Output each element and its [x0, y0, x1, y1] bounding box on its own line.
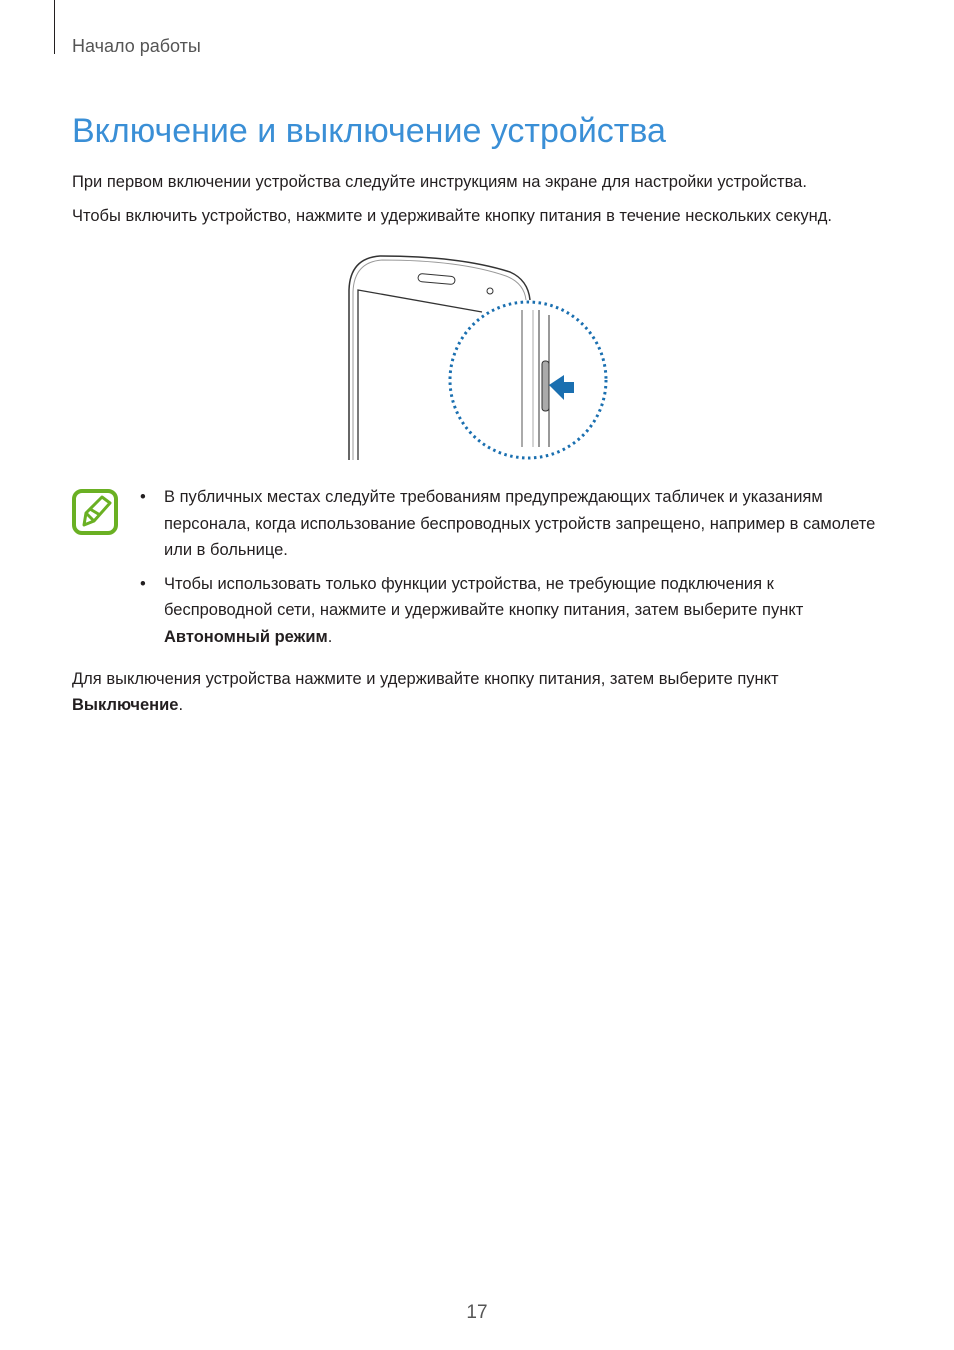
note-list	[140, 484, 880, 657]
page-title: Включение и выключение устройства	[72, 112, 666, 150]
power-off-paragraph	[72, 666, 832, 718]
note-text: В публичных местах следуйте требованиям предупреждающих табличек и указаниям персонала, когда использование беспроводных устройств запрещено, например в самолете или в больнице.	[164, 488, 876, 559]
section-header: Начало работы	[72, 36, 201, 56]
intro-paragraph: Чтобы включить устройство, нажмите и удерживайте кнопку питания в течение нескольких секунд.	[72, 207, 832, 225]
phone-power-button-illustration	[340, 250, 620, 465]
power-off-term: Выключение	[72, 696, 179, 714]
note-item: • В публичных местах следуйте требованиям предупреждающих табличек и указаниям персонала, когда использование беспроводных устройств запрещено, например в самолете или в больнице.	[140, 488, 876, 559]
note-item: • Чтобы использовать только функции устройства, не требующие подключения к беспроводной сети, нажмите и удерживайте кнопку питания, затем выберите пункт Автономный режим.	[140, 574, 804, 646]
power-off-end: .	[178, 696, 184, 714]
note-text: Чтобы использовать только функции устройства, не требующие подключения к беспроводной сети, нажмите и удерживайте кнопку питания, затем выберите пункт	[164, 574, 804, 619]
airplane-mode-term: Автономный режим	[164, 627, 328, 646]
note-text-end: .	[327, 627, 333, 646]
header-rule	[54, 0, 55, 54]
note-pencil-icon	[72, 489, 118, 535]
power-off-text: Для выключения устройства нажмите и удерживайте кнопку питания, затем выберите пункт	[72, 670, 779, 688]
intro-paragraph: При первом включении устройства следуйте инструкциям на экране для настройки устройства.	[72, 173, 807, 191]
page-number: 17	[466, 1302, 488, 1323]
